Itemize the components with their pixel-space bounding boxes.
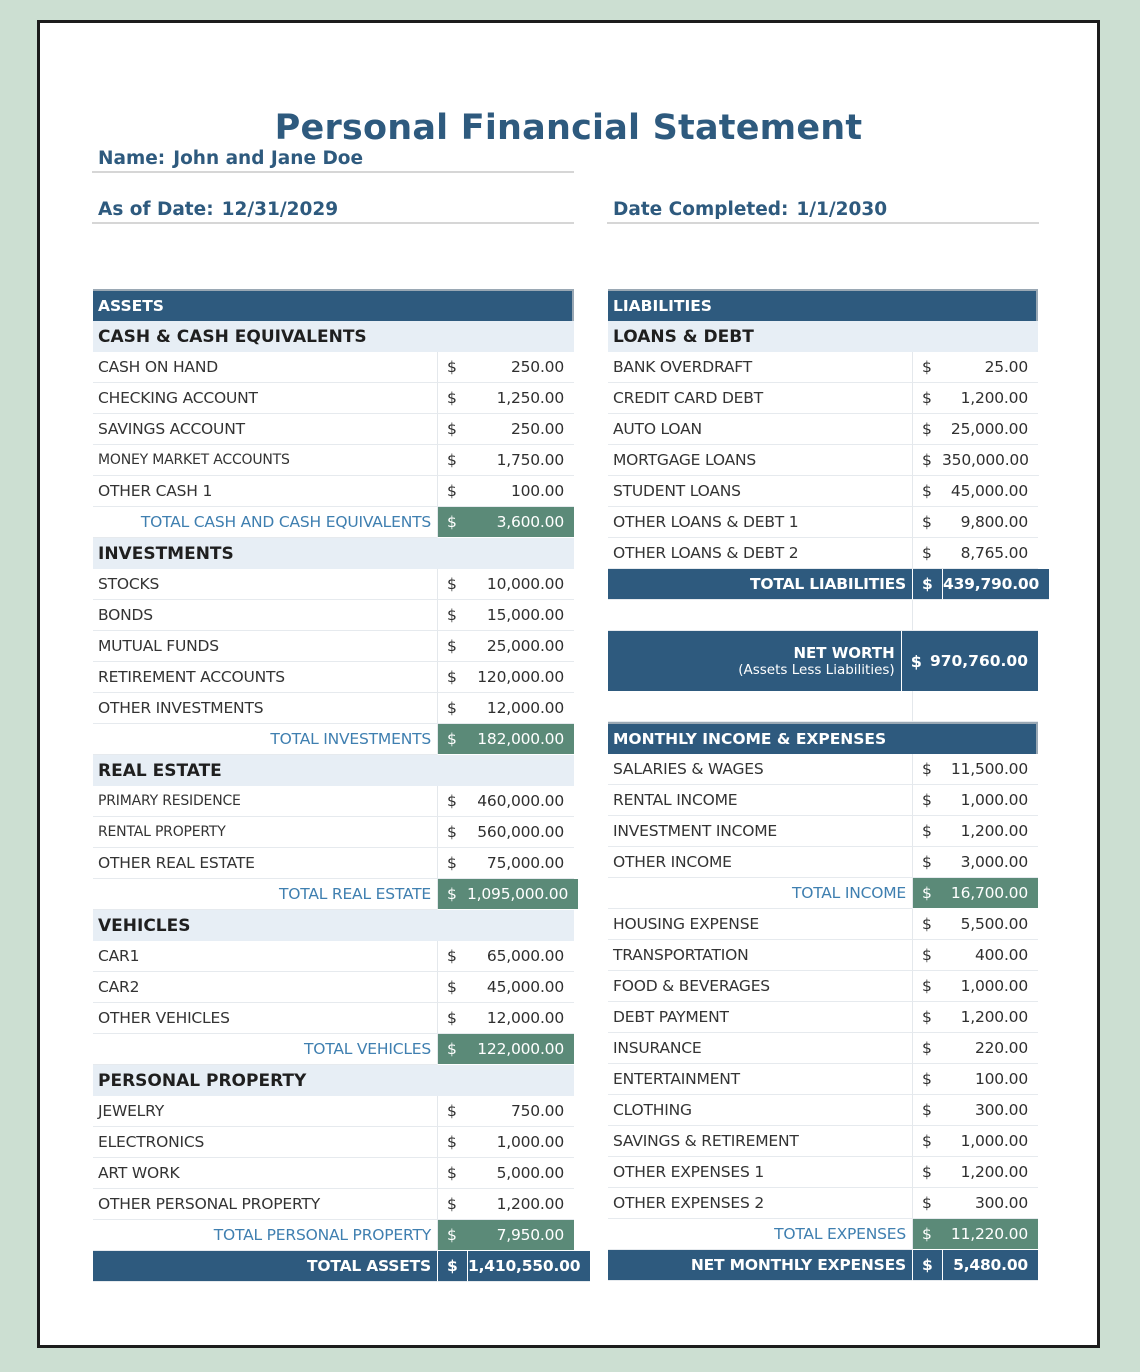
row-amount[interactable]: 3,000.00 (942, 847, 1038, 878)
line-item-row (608, 1157, 1038, 1188)
currency-symbol: $ (912, 1095, 942, 1126)
as-of-date-field[interactable] (92, 200, 574, 224)
grand-total-row (608, 1250, 1038, 1281)
currency-symbol: $ (437, 569, 467, 600)
currency-symbol: $ (437, 476, 467, 507)
currency-symbol: $ (437, 631, 467, 662)
row-label: CREDIT CARD DEBT (608, 383, 912, 414)
line-item-row (608, 785, 1038, 816)
blank-row (608, 600, 1038, 631)
row-amount[interactable]: 11,500.00 (942, 754, 1038, 785)
currency-symbol: $ (912, 414, 942, 445)
row-amount[interactable]: 11,220.00 (942, 1219, 1038, 1250)
statement-sheet (37, 20, 1100, 1348)
row-label: MONEY MARKET ACCOUNTS (93, 445, 437, 476)
date-completed-label: Date Completed: (613, 199, 789, 220)
currency-symbol: $ (437, 383, 467, 414)
row-amount[interactable]: 25.00 (942, 352, 1038, 383)
currency-symbol: $ (912, 476, 942, 507)
name-value: John and Jane Doe (173, 148, 364, 169)
line-item-row (608, 538, 1038, 569)
row-label: DEBT PAYMENT (608, 1002, 912, 1033)
section-title: REAL ESTATE (93, 755, 574, 786)
currency-symbol: $ (437, 1003, 467, 1034)
section-title: INVESTMENTS (93, 538, 574, 569)
section-title: LOANS & DEBT (608, 321, 1038, 352)
line-item-row (93, 631, 574, 662)
row-amount[interactable]: 220.00 (942, 1033, 1038, 1064)
row-amount[interactable]: 5,480.00 (942, 1250, 1038, 1281)
section-title: PERSONAL PROPERTY (93, 1065, 574, 1096)
row-label: INSURANCE (608, 1033, 912, 1064)
row-amount[interactable]: 12,000.00 (467, 693, 574, 724)
currency-symbol: $ (437, 507, 467, 538)
grand-total-row (93, 1251, 581, 1282)
currency-symbol: $ (437, 1220, 467, 1251)
net-worth-row (608, 631, 1038, 691)
row-label: TOTAL LIABILITIES (608, 569, 912, 600)
currency-symbol: $ (437, 445, 467, 476)
currency-symbol: $ (437, 786, 467, 817)
row-label: TOTAL REAL ESTATE (93, 879, 437, 910)
currency-symbol: $ (912, 1064, 942, 1095)
line-item-row (93, 848, 574, 879)
row-label: TOTAL PERSONAL PROPERTY (93, 1220, 437, 1251)
currency-symbol: $ (912, 1157, 942, 1188)
line-item-row (93, 476, 574, 507)
line-item-row (608, 445, 1038, 476)
row-amount[interactable]: 45,000.00 (467, 972, 574, 1003)
currency-symbol: $ (912, 847, 942, 878)
row-label: FOOD & BEVERAGES (608, 971, 912, 1002)
line-item-row (608, 1095, 1038, 1126)
row-label: CLOTHING (608, 1095, 912, 1126)
line-item-row (93, 1096, 574, 1127)
line-item-row (93, 662, 574, 693)
currency-symbol: $ (912, 1250, 942, 1281)
currency-symbol: $ (437, 414, 467, 445)
currency-symbol: $ (437, 352, 467, 383)
row-amount[interactable]: 12,000.00 (467, 1003, 574, 1034)
line-item-row (608, 909, 1038, 940)
currency-symbol: $ (437, 879, 467, 910)
blank-row (608, 691, 1038, 722)
currency-symbol: $ (437, 1034, 467, 1065)
currency-symbol: $ (912, 1188, 942, 1219)
row-label: OTHER EXPENSES 1 (608, 1157, 912, 1188)
row-amount[interactable]: 1,095,000.00 (467, 879, 578, 910)
line-item-row (608, 940, 1038, 971)
total-row (93, 507, 574, 538)
row-amount[interactable]: 65,000.00 (467, 941, 574, 972)
row-label: MORTGAGE LOANS (608, 445, 912, 476)
row-amount[interactable]: 250.00 (467, 352, 574, 383)
currency-symbol: $ (912, 569, 942, 600)
row-amount[interactable]: 750.00 (467, 1096, 574, 1127)
row-label: TOTAL CASH AND CASH EQUIVALENTS (93, 507, 437, 538)
currency-symbol: $ (912, 971, 942, 1002)
line-item-row (93, 352, 574, 383)
row-amount[interactable]: 45,000.00 (942, 476, 1038, 507)
line-item-row (93, 786, 574, 817)
net-worth-amount[interactable]: 970,760.00 (929, 652, 1028, 670)
currency-symbol: $ (437, 600, 467, 631)
row-amount[interactable]: 1,000.00 (942, 1126, 1038, 1157)
row-amount[interactable]: 3,600.00 (467, 507, 574, 538)
currency-symbol: $ (912, 538, 942, 569)
row-label: ELECTRONICS (93, 1127, 437, 1158)
date-completed-value: 1/1/2030 (796, 199, 888, 220)
row-label: OTHER VEHICLES (93, 1003, 437, 1034)
row-label: CAR2 (93, 972, 437, 1003)
currency-symbol: $ (437, 848, 467, 879)
row-label: TOTAL EXPENSES (608, 1219, 912, 1250)
name-field[interactable] (92, 149, 574, 173)
as-of-date-value: 12/31/2029 (221, 199, 339, 220)
date-completed-field[interactable] (607, 200, 1039, 224)
line-item-row (93, 1127, 574, 1158)
row-label: OTHER INCOME (608, 847, 912, 878)
line-item-row (93, 383, 574, 414)
currency-symbol: $ (437, 724, 467, 755)
currency-symbol: $ (912, 1219, 942, 1250)
total-row (93, 1034, 574, 1065)
line-item-row (608, 1188, 1038, 1219)
line-item-row (93, 1158, 574, 1189)
row-label: OTHER LOANS & DEBT 1 (608, 507, 912, 538)
line-item-row (608, 1064, 1038, 1095)
assets-header: ASSETS (93, 289, 574, 321)
row-label: OTHER PERSONAL PROPERTY (93, 1189, 437, 1220)
row-amount[interactable]: 182,000.00 (467, 724, 574, 755)
total-row (608, 878, 1038, 909)
currency-symbol: $ (912, 352, 942, 383)
row-amount[interactable]: 75,000.00 (467, 848, 574, 879)
row-label: CHECKING ACCOUNT (93, 383, 437, 414)
row-amount[interactable]: 120,000.00 (467, 662, 574, 693)
currency-symbol: $ (912, 1002, 942, 1033)
row-label: MUTUAL FUNDS (93, 631, 437, 662)
row-label: TOTAL ASSETS (93, 1251, 437, 1282)
line-item-row (93, 569, 574, 600)
currency-symbol: $ (437, 1158, 467, 1189)
currency-symbol: $ (437, 1189, 467, 1220)
currency-symbol: $ (912, 909, 942, 940)
row-amount[interactable]: 5,000.00 (467, 1158, 574, 1189)
row-amount[interactable]: 300.00 (942, 1188, 1038, 1219)
grand-total-row (608, 569, 1038, 600)
row-label: OTHER EXPENSES 2 (608, 1188, 912, 1219)
currency-symbol: $ (437, 1096, 467, 1127)
row-label: CASH ON HAND (93, 352, 437, 383)
currency-symbol: $ (437, 817, 467, 848)
row-amount[interactable]: 100.00 (467, 476, 574, 507)
line-item-row (93, 600, 574, 631)
line-item-row (608, 971, 1038, 1002)
line-item-row (93, 445, 574, 476)
row-amount[interactable]: 1,200.00 (942, 1002, 1038, 1033)
row-label: OTHER REAL ESTATE (93, 848, 437, 879)
line-item-row (608, 1126, 1038, 1157)
row-label: TRANSPORTATION (608, 940, 912, 971)
line-item-row (93, 941, 574, 972)
currency-symbol: $ (901, 631, 930, 691)
row-label: RENTAL PROPERTY (93, 817, 437, 848)
row-label: JEWELRY (93, 1096, 437, 1127)
assets-table (93, 289, 581, 1282)
row-amount[interactable]: 1,000.00 (942, 785, 1038, 816)
row-amount[interactable]: 400.00 (942, 940, 1038, 971)
currency-symbol: $ (912, 878, 942, 909)
section-title: CASH & CASH EQUIVALENTS (93, 321, 574, 352)
currency-symbol: $ (437, 1251, 467, 1282)
net-worth-sublabel: (Assets Less Liabilities) (738, 662, 895, 678)
row-amount[interactable]: 9,800.00 (942, 507, 1038, 538)
as-of-date-label: As of Date: (98, 199, 214, 220)
currency-symbol: $ (912, 940, 942, 971)
row-label: NET MONTHLY EXPENSES (608, 1250, 912, 1281)
row-label: ENTERTAINMENT (608, 1064, 912, 1095)
row-amount[interactable]: 350,000.00 (942, 445, 1039, 476)
currency-symbol: $ (912, 1126, 942, 1157)
row-amount[interactable]: 1,200.00 (942, 1157, 1038, 1188)
row-amount[interactable]: 122,000.00 (467, 1034, 574, 1065)
row-label: AUTO LOAN (608, 414, 912, 445)
row-amount[interactable]: 8,765.00 (942, 538, 1038, 569)
line-item-row (608, 476, 1038, 507)
currency-symbol: $ (912, 754, 942, 785)
liabilities-table (608, 289, 1038, 1281)
name-label: Name: (98, 148, 166, 169)
currency-symbol: $ (437, 941, 467, 972)
line-item-row (93, 972, 574, 1003)
currency-symbol: $ (437, 693, 467, 724)
row-amount[interactable]: 439,790.00 (942, 569, 1049, 600)
line-item-row (608, 383, 1038, 414)
line-item-row (93, 414, 574, 445)
row-amount[interactable]: 10,000.00 (467, 569, 574, 600)
row-label: SALARIES & WAGES (608, 754, 912, 785)
net-worth-label: NET WORTH (793, 644, 895, 662)
row-label: OTHER INVESTMENTS (93, 693, 437, 724)
currency-symbol: $ (912, 816, 942, 847)
row-label: INVESTMENT INCOME (608, 816, 912, 847)
row-amount[interactable]: 100.00 (942, 1064, 1038, 1095)
line-item-row (608, 816, 1038, 847)
row-amount[interactable]: 250.00 (467, 414, 574, 445)
row-label: STOCKS (93, 569, 437, 600)
currency-symbol: $ (912, 1033, 942, 1064)
currency-symbol: $ (912, 383, 942, 414)
row-label: OTHER LOANS & DEBT 2 (608, 538, 912, 569)
row-amount[interactable]: 15,000.00 (467, 600, 574, 631)
row-amount[interactable]: 1,200.00 (467, 1189, 574, 1220)
total-row (93, 879, 574, 910)
line-item-row (93, 817, 574, 848)
row-amount[interactable]: 1,000.00 (942, 971, 1038, 1002)
row-amount[interactable]: 1,410,550.00 (467, 1251, 590, 1282)
row-label: SAVINGS & RETIREMENT (608, 1126, 912, 1157)
section-title: VEHICLES (93, 910, 574, 941)
row-label: OTHER CASH 1 (93, 476, 437, 507)
row-amount[interactable]: 5,500.00 (942, 909, 1038, 940)
line-item-row (608, 1002, 1038, 1033)
line-item-row (608, 847, 1038, 878)
currency-symbol: $ (912, 445, 942, 476)
row-amount[interactable]: 1,750.00 (467, 445, 574, 476)
page-title: Personal Financial Statement (274, 108, 863, 148)
row-label: RENTAL INCOME (608, 785, 912, 816)
line-item-row (608, 414, 1038, 445)
line-item-row (608, 754, 1038, 785)
row-label: CAR1 (93, 941, 437, 972)
currency-symbol: $ (912, 507, 942, 538)
row-amount[interactable]: 560,000.00 (467, 817, 574, 848)
row-amount[interactable]: 1,200.00 (942, 816, 1038, 847)
line-item-row (93, 693, 574, 724)
line-item-row (608, 507, 1038, 538)
row-label: RETIREMENT ACCOUNTS (93, 662, 437, 693)
total-row (93, 724, 574, 755)
row-label: HOUSING EXPENSE (608, 909, 912, 940)
line-item-row (608, 1033, 1038, 1064)
monthly-header: MONTHLY INCOME & EXPENSES (608, 722, 1038, 754)
liabilities-header: LIABILITIES (608, 289, 1038, 321)
row-label: SAVINGS ACCOUNT (93, 414, 437, 445)
row-amount[interactable]: 7,950.00 (467, 1220, 574, 1251)
currency-symbol: $ (437, 662, 467, 693)
row-amount[interactable]: 25,000.00 (467, 631, 574, 662)
row-amount[interactable]: 460,000.00 (467, 786, 574, 817)
currency-symbol: $ (437, 972, 467, 1003)
line-item-row (93, 1003, 574, 1034)
row-amount[interactable]: 300.00 (942, 1095, 1038, 1126)
row-label: BONDS (93, 600, 437, 631)
row-label: STUDENT LOANS (608, 476, 912, 507)
row-amount[interactable]: 1,200.00 (942, 383, 1038, 414)
total-row (93, 1220, 574, 1251)
line-item-row (93, 1189, 574, 1220)
row-amount[interactable]: 25,000.00 (942, 414, 1038, 445)
row-label: TOTAL INCOME (608, 878, 912, 909)
row-label: TOTAL VEHICLES (93, 1034, 437, 1065)
currency-symbol: $ (912, 785, 942, 816)
row-label: PRIMARY RESIDENCE (93, 786, 437, 817)
currency-symbol: $ (437, 1127, 467, 1158)
row-amount[interactable]: 1,250.00 (467, 383, 574, 414)
row-label: TOTAL INVESTMENTS (93, 724, 437, 755)
row-amount[interactable]: 16,700.00 (942, 878, 1038, 909)
row-amount[interactable]: 1,000.00 (467, 1127, 574, 1158)
total-row (608, 1219, 1038, 1250)
line-item-row (608, 352, 1038, 383)
row-label: BANK OVERDRAFT (608, 352, 912, 383)
row-label: ART WORK (93, 1158, 437, 1189)
